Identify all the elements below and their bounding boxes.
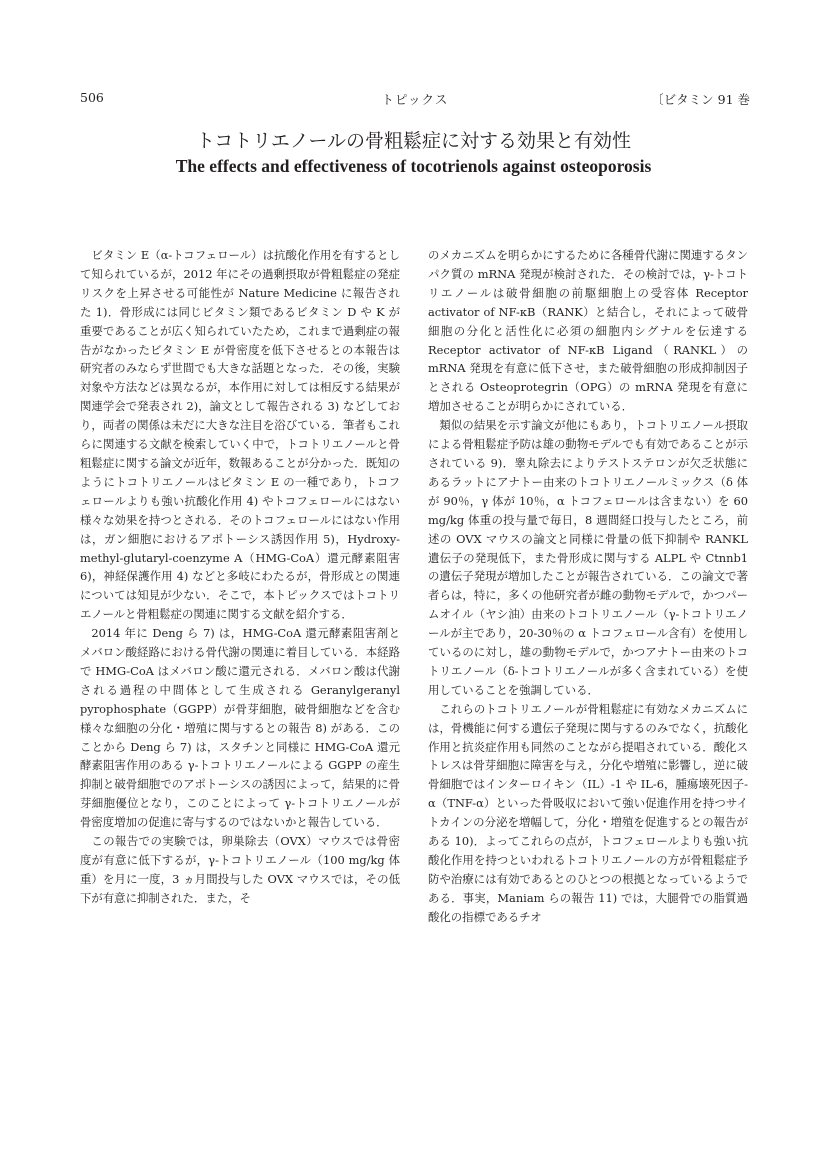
body-paragraph: ビタミン E（α-トコフェロール）は抗酸化作用を有するとして知られているが，2012 年にその過剰摂取が骨粗鬆症の発症リスクを上昇させる可能性が Nature Medicine に報告された 1)．骨形成には同じビタミン類であるビタミン D や K が重要であることが広く知られていたため，これまで過剰症の報告がなかったビタミン E が骨密度を低下させるとの本報告は研究者のみならず世間でも大きな話題となった．その後，実験対象や方法などは異なるが，本作用に対しては相反する結果が関連学会で発表され 2)，論文として報告される 3) などしており，両者の関係は未だに大きな注目を浴びている．筆者もこれらに関連する文献を検索していく中で，トコトリエノールと骨粗鬆症に関する論文が近年，数報あることが分かった．既知のようにトコトリエノールはビタミン E の一種であり，トコフェロールよりも強い抗酸化作用 4) やトコフェロールにはない様々な効果を持つとされる．そのトコフェロールにはない作用は，ガン細胞におけるアポトーシス誘因作用 5)，Hydroxy-methyl-glutaryl-coenzyme A（HMG-CoA）還元酵素阻害 6)，神経保護作用 4) などと多岐にわたるが，骨形成との関連については知見が少ない．そこで，本トピックスではトコトリエノールと骨粗鬆症の関連に関する文献を紹介する． <box>80 248 400 622</box>
running-header <box>80 90 750 110</box>
body-paragraph: 類似の結果を示す論文が他にもあり，トコトリエノール摂取による骨粗鬆症予防は雄の動物モデルでも有効であることが示されている 9)．睾丸除去によりテストステロンが欠乏状態にあるラットにアナトー由来のトコトリエノールミックス（δ 体が 90％，γ 体が 10％，α トコフェロールは含まない）を 60 mg/kg 体重の投与量で毎日，8 週間経口投与したところ，前述の OVX マウスの論文と同様に骨量の低下抑制や RANKL 遺伝子の発現低下，また骨形成に関与する ALPL や Ctnnb1 の遺伝子発現が増加したことが報告されている．この論文で著者らは，特に，多くの他研究者が雌の動物モデルで，かつパームオイル（ヤシ油）由来のトコトリエノール（γ-トコトリエノールが主であり，20-30％の α トコフェロール含有）を使用しているのに対し，雄の動物モデルで，かつアナトー由来のトコトリエノール（δ-トコトリエノールが多く含まれている）を使用していることを強調している． <box>428 418 748 697</box>
right-column <box>428 246 748 927</box>
section-label: トピックス <box>381 92 449 107</box>
page-number: 506 <box>80 90 104 105</box>
journal-volume: 〔ビタミン 91 巻 <box>651 92 750 107</box>
left-column <box>80 246 400 908</box>
body-paragraph: この報告での実験では，卵巣除去（OVX）マウスでは骨密度が有意に低下するが，γ-トコトリエノール（100 mg/kg 体重）を月に一度，3 ヵ月間投与した OVX マウスでは，その低下が有意に抑制された．また，そ <box>80 834 400 905</box>
body-paragraph: のメカニズムを明らかにするために各種骨代謝に関連するタンパク質の mRNA 発現が検討された．その検討では，γ-トコトリエノールは破骨細胞の前駆細胞上の受容体 Receptor activator of NF-κB（RANK）と結合し，それによって破骨細胞の分化と活性化に必須の細胞内シグナルを伝達する Receptor activator of NF-κB Ligand（RANKL）の mRNA 発現を有意に低下させ，また破骨細胞の形成抑制因子とされる Osteoprotegrin（OPG）の mRNA 発現を有意に増加させることが明らかにされている． <box>428 248 748 414</box>
article-title-japanese: トコトリエノールの骨粗鬆症に対する効果と有効性 <box>196 130 631 152</box>
article-title-english: The effects and effectiveness of tocotrienols against osteoporosis <box>175 156 652 176</box>
body-paragraph: これらのトコトリエノールが骨粗鬆症に有効なメカニズムには，骨機能に何する遺伝子発現に関与するのみでなく，抗酸化作用と抗炎症作用も同然のことながら提唱されている．酸化ストレスは骨芽細胞に障害を与え，分化や増殖に影響し，逆に破骨細胞ではインターロイキン（IL）-1 や IL-6，腫瘍壊死因子-α（TNF-α）といった骨吸収において強い促進作用を持つサイトカインの分泌を増幅して，分化・増殖を促進するとの報告がある 10)．よってこれらの点が，トコフェロールよりも強い抗酸化作用を持つといわれるトコトリエノールの方が骨粗鬆症予防や治療には有効であるとのひとつの根拠となっているようである．事実，Maniam らの報告 11) では，大腿骨での脂質過酸化の指標であるチオ <box>428 701 748 924</box>
body-paragraph: 2014 年に Deng ら 7) は，HMG-CoA 還元酵素阻害剤とメバロン酸経路における骨代謝の関連に着目している．本経路で HMG-CoA はメバロン酸に還元される．メバロン酸は代謝される過程の中間体として生成される Geranylgeranyl pyrophosphate（GGPP）が骨芽細胞，破骨細胞などを含む様々な細胞の分化・増殖に関与するとの報告 8) がある．このことから Deng ら 7) は，スタチンと同様に HMG-CoA 還元酵素阻害作用のある γ-トコトリエノールによる GGPP の産生抑制と破骨細胞でのアポトーシスの誘因によって，結果的に骨芽細胞優位となり，このことによって γ-トコトリエノールが骨密度増加の促進に寄与するのではないかと報告している． <box>80 626 400 830</box>
